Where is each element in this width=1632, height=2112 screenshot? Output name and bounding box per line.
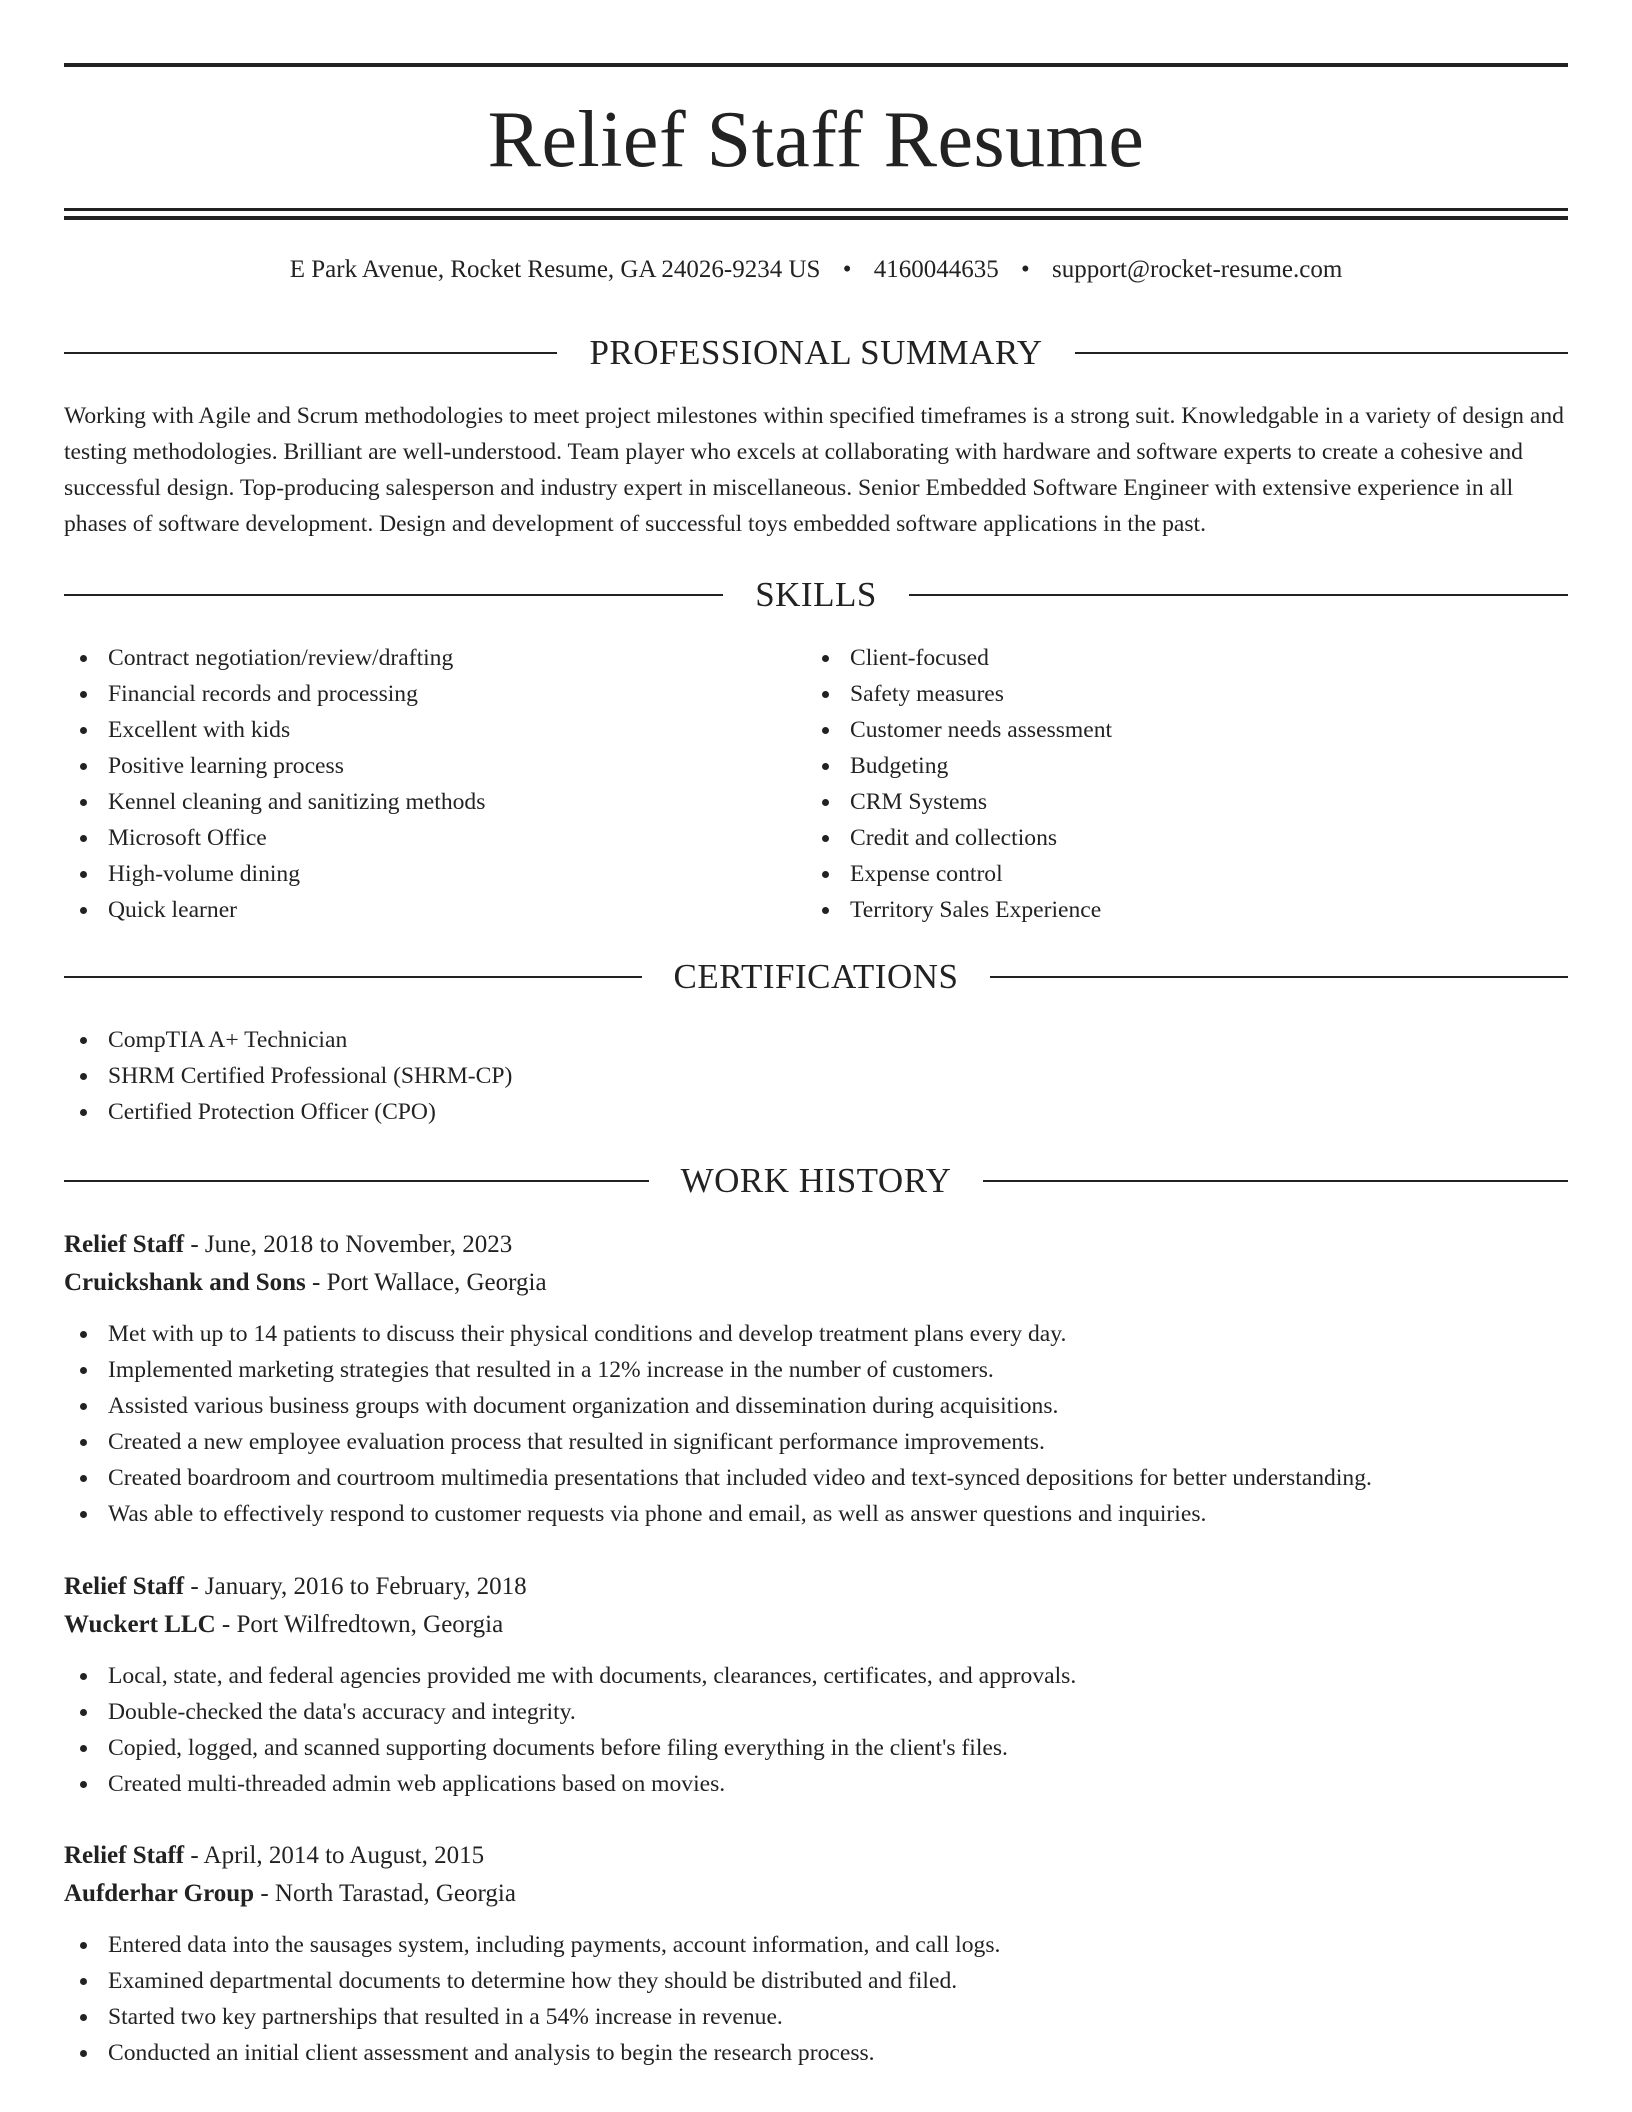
section-title: CERTIFICATIONS — [673, 957, 959, 996]
job-bullet: Created multi-threaded admin web applications based on movies. — [64, 1766, 1568, 1802]
job-bullet: Created a new employee evaluation process that resulted in significant performance improvements. — [64, 1424, 1568, 1460]
skill-item: Budgeting — [806, 748, 1546, 784]
skill-item: Credit and collections — [806, 820, 1546, 856]
skill-item: Microsoft Office — [64, 820, 804, 856]
company-name: Wuckert LLC — [64, 1611, 216, 1638]
certification-item: SHRM Certified Professional (SHRM-CP) — [64, 1058, 1564, 1094]
job-dates: April, 2014 to August, 2015 — [203, 1842, 485, 1869]
job-bullets — [64, 1658, 1568, 1802]
skill-item: Kennel cleaning and sanitizing methods — [64, 784, 804, 820]
dash: - — [215, 1611, 237, 1638]
job-title-line — [64, 1226, 1568, 1264]
job-dates: January, 2016 to February, 2018 — [204, 1573, 527, 1600]
contact-line — [64, 254, 1568, 286]
skills-list-right — [806, 640, 1546, 928]
company-name: Aufderhar Group — [64, 1880, 255, 1907]
skill-item: CRM Systems — [806, 784, 1546, 820]
skill-item: Positive learning process — [64, 748, 804, 784]
top-rule — [64, 63, 1568, 67]
job-company-line — [64, 1264, 1568, 1302]
page-title: Relief Staff Resume — [487, 96, 1145, 184]
job-company-line — [64, 1875, 1568, 1913]
skill-item: Safety measures — [806, 676, 1546, 712]
job-bullet: Implemented marketing strategies that resulted in a 12% increase in the number of customers. — [64, 1352, 1568, 1388]
double-rule — [64, 208, 1568, 220]
job-title-line — [64, 1837, 1568, 1875]
section-title: PROFESSIONAL SUMMARY — [589, 333, 1043, 372]
job-bullet: Local, state, and federal agencies provided me with documents, clearances, certificates, and approvals. — [64, 1658, 1568, 1694]
job-entry — [64, 1568, 1568, 1802]
skill-item: Financial records and processing — [64, 676, 804, 712]
job-dates: June, 2018 to November, 2023 — [204, 1231, 513, 1258]
heading-rule — [983, 1180, 1568, 1182]
certification-item: Certified Protection Officer (CPO) — [64, 1094, 1564, 1130]
job-bullet: Created boardroom and courtroom multimedia presentations that included video and text-synced depositions for better understanding. — [64, 1460, 1568, 1496]
job-bullet: Was able to effectively respond to customer requests via phone and email, as well as answer questions and inquiries. — [64, 1496, 1568, 1532]
skill-item: Client-focused — [806, 640, 1546, 676]
heading-rule — [64, 594, 723, 596]
job-bullet: Entered data into the sausages system, including payments, account information, and call logs. — [64, 1927, 1568, 1963]
heading-rule — [64, 352, 557, 354]
dash: - — [254, 1880, 275, 1907]
job-bullet: Double-checked the data's accuracy and integrity. — [64, 1694, 1568, 1730]
heading-rule — [64, 1180, 649, 1182]
section-heading-summary — [64, 333, 1568, 373]
job-bullet: Examined departmental documents to determine how they should be distributed and filed. — [64, 1963, 1568, 1999]
dash: - — [184, 1573, 205, 1600]
job-location: Port Wallace, Georgia — [326, 1269, 547, 1296]
section-heading-certifications — [64, 957, 1568, 997]
skill-item: Excellent with kids — [64, 712, 804, 748]
skill-item: High-volume dining — [64, 856, 804, 892]
section-heading-skills — [64, 575, 1568, 615]
separator-dot: • — [1020, 256, 1030, 283]
summary-text: Working with Agile and Scrum methodologies to meet project milestones within specified timeframes is a strong suit. Knowledgable in a variety of design and testing methodologies. Brilliant are well-understood. Team player who excels at collaborating with hardware and software experts to create a cohesive and successful design. Top-producing salesperson and industry expert in miscellaneous. Senior Embedded Software Engineer with extensive experience in all phases of software development. Design and development of successful toys embedded software applications in the past. — [64, 403, 1564, 537]
job-title: Relief Staff — [64, 1573, 185, 1600]
section-heading-work-history — [64, 1161, 1568, 1201]
skill-item: Expense control — [806, 856, 1546, 892]
job-title: Relief Staff — [64, 1842, 185, 1869]
job-title-line — [64, 1568, 1568, 1606]
address: E Park Avenue, Rocket Resume, GA 24026-9234 US — [289, 256, 821, 283]
skills-list-left — [64, 640, 804, 928]
dash: - — [184, 1231, 205, 1258]
certifications-list — [64, 1022, 1564, 1130]
heading-rule — [1075, 352, 1568, 354]
job-bullet: Met with up to 14 patients to discuss their physical conditions and develop treatment plans every day. — [64, 1316, 1568, 1352]
certification-item: CompTIA A+ Technician — [64, 1022, 1564, 1058]
heading-rule — [64, 976, 642, 978]
dash: - — [305, 1269, 327, 1296]
job-location: Port Wilfredtown, Georgia — [236, 1611, 504, 1638]
dash: - — [184, 1842, 204, 1869]
job-bullets — [64, 1927, 1568, 2071]
phone: 4160044635 — [873, 256, 999, 283]
job-bullet: Started two key partnerships that resulted in a 54% increase in revenue. — [64, 1999, 1568, 2035]
section-title: WORK HISTORY — [680, 1161, 952, 1200]
job-title: Relief Staff — [64, 1231, 185, 1258]
job-company-line — [64, 1606, 1568, 1644]
job-location: North Tarastad, Georgia — [274, 1880, 516, 1907]
job-bullet: Copied, logged, and scanned supporting documents before filing everything in the client's files. — [64, 1730, 1568, 1766]
skill-item: Customer needs assessment — [806, 712, 1546, 748]
job-bullets — [64, 1316, 1568, 1532]
heading-rule — [990, 976, 1568, 978]
heading-rule — [909, 594, 1568, 596]
job-entry — [64, 1226, 1568, 1532]
skill-item: Quick learner — [64, 892, 804, 928]
job-bullet: Conducted an initial client assessment and analysis to begin the research process. — [64, 2035, 1568, 2071]
skill-item: Contract negotiation/review/drafting — [64, 640, 804, 676]
section-title: SKILLS — [755, 575, 877, 614]
company-name: Cruickshank and Sons — [64, 1269, 306, 1296]
separator-dot: • — [842, 256, 852, 283]
job-entry — [64, 1837, 1568, 2071]
job-bullet: Assisted various business groups with document organization and dissemination during acquisitions. — [64, 1388, 1568, 1424]
skill-item: Territory Sales Experience — [806, 892, 1546, 928]
email: support@rocket-resume.com — [1051, 256, 1343, 283]
